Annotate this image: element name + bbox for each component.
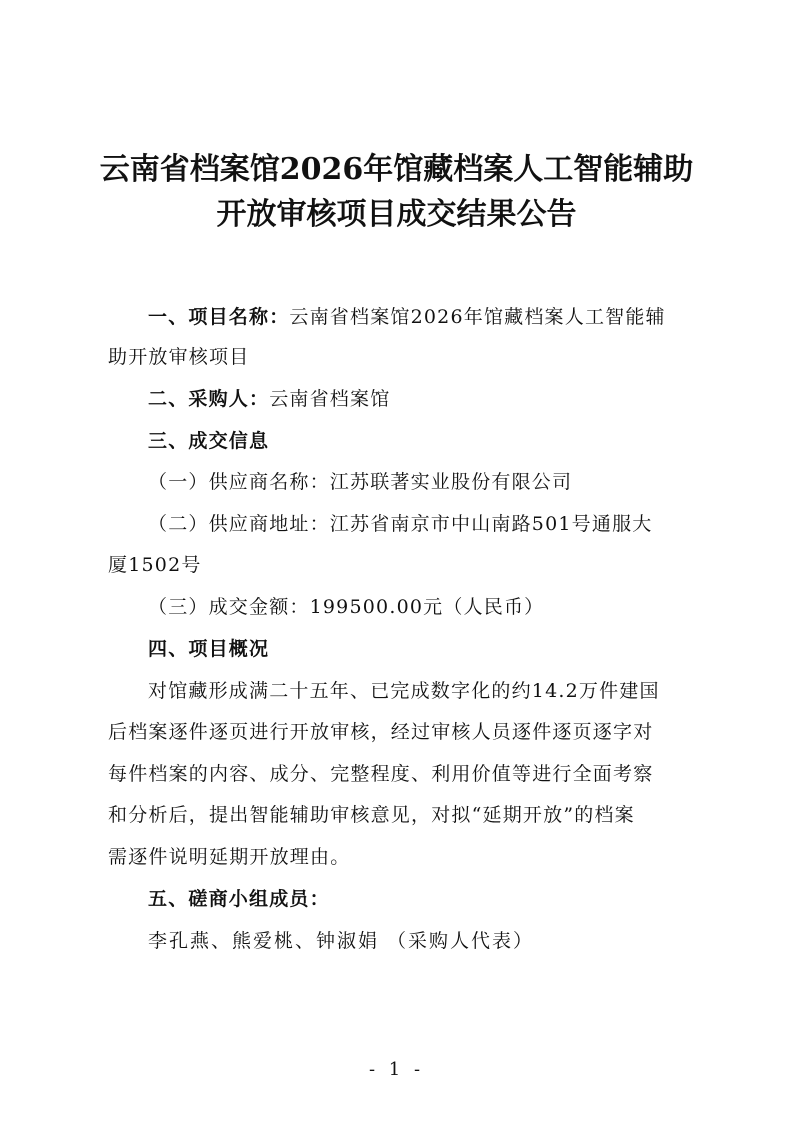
- page-number: - 1 -: [368, 1059, 425, 1080]
- project-name-line: [148, 303, 666, 331]
- purchaser-label: 二、采购人：: [148, 388, 270, 410]
- supplier-address: （二）供应商地址：江苏省南京市中山南路501号通服大: [148, 513, 653, 535]
- deal-amount: （三）成交金额：199500.00元（人民币）: [148, 596, 545, 618]
- overview-paragraph-line: 每件档案的内容、成分、完整程度、利用价值等进行全面考察: [108, 763, 654, 785]
- project-name-label: 一、项目名称：: [148, 306, 290, 328]
- document-title-line-1: 云南省档案馆2026年馆藏档案人工智能辅助: [99, 152, 694, 187]
- project-name-value: 云南省档案馆2026年馆藏档案人工智能辅: [289, 306, 666, 328]
- overview-paragraph-line: 对馆藏形成满二十五年、已完成数字化的约14.2万件建国: [148, 680, 660, 702]
- supplier-address-continuation: 厦1502号: [108, 554, 202, 576]
- project-name-continuation: 助开放审核项目: [108, 346, 250, 368]
- document-title-line-2: 开放审核项目成交结果公告: [216, 197, 577, 232]
- overview-paragraph-line: 和分析后，提出智能辅助审核意见，对拟“延期开放”的档案: [108, 804, 635, 826]
- overview-heading: 四、项目概况: [148, 638, 270, 660]
- supplier-name: （一）供应商名称：江苏联著实业股份有限公司: [148, 471, 573, 493]
- purchaser-line: [148, 385, 390, 413]
- members-heading: 五、磋商小组成员：: [148, 888, 330, 910]
- purchaser-value: 云南省档案馆: [269, 388, 391, 410]
- overview-paragraph-line: 需逐件说明延期开放理由。: [108, 846, 351, 868]
- deal-info-heading: 三、成交信息: [148, 430, 270, 452]
- overview-paragraph-line: 后档案逐件逐页进行开放审核，经过审核人员逐件逐页逐字对: [108, 721, 654, 743]
- members-value: 李孔燕、熊爱桃、钟淑娟 （采购人代表）: [148, 930, 535, 952]
